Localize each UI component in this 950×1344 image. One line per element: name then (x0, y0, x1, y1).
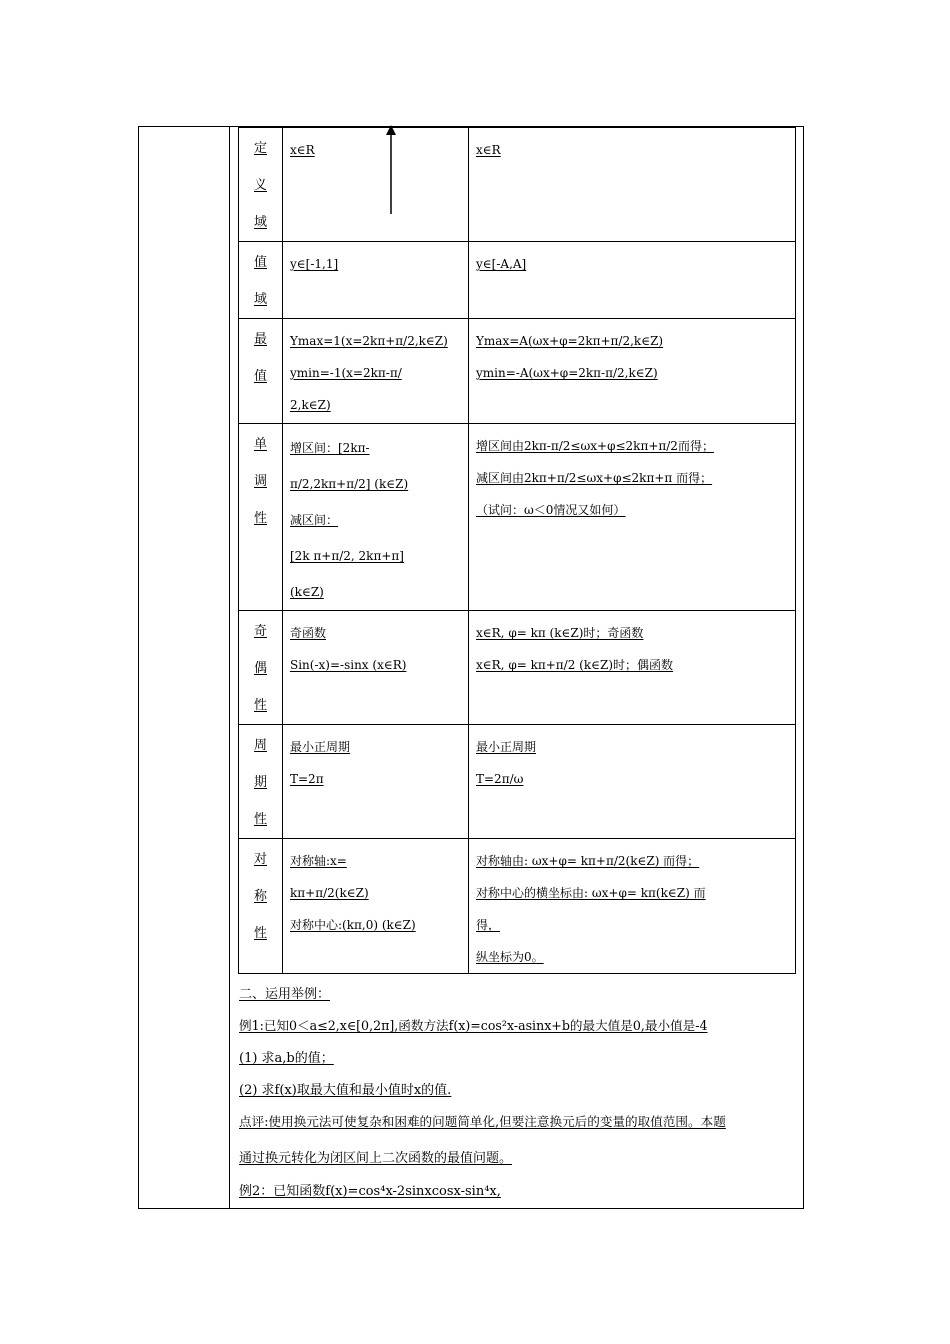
properties-table (238, 127, 796, 974)
comment-line-2: 通过换元转化为闭区间上二次函数的最值问题。 (239, 1151, 513, 1166)
comment-line-1: 点评:使用换元法可使复杂和困难的问题简单化,但要注意换元后的变量的取值范围。本题 (239, 1114, 726, 1129)
row-label: 最 值 (239, 319, 283, 424)
cell-right: Ymax=A(ωx+φ=2kπ+π/2,k∈Z) ymin=-A(ωx+φ=2kπ-π/2,k∈Z) (469, 319, 796, 424)
question-2: (2) 求f(x)取最大值和最小值时x的值. (239, 1083, 452, 1098)
outer-column-divider (229, 126, 230, 1209)
cell-left: 对称轴:x= kπ+π/2(k∈Z) 对称中心:(kπ,0) (k∈Z) (283, 839, 469, 974)
row-label: 周 期 性 (239, 725, 283, 839)
cell-left: 最小正周期 T=2π (283, 725, 469, 839)
cell-right: 对称轴由: ωx+φ= kπ+π/2(k∈Z) 而得； 对称中心的横坐标由: ωx+φ= kπ(k∈Z) 而 得， 纵坐标为0。 (469, 839, 796, 974)
up-arrow-icon (381, 124, 401, 216)
example-1: 例1:已知0＜a≤2,x∈[0,2π],函数方法f(x)=cos²x-asinx+b的最大值是0,最小值是-4 (239, 1018, 708, 1033)
table-row (239, 725, 796, 839)
cell-right: 增区间由2kπ-π/2≤ωx+φ≤2kπ+π/2而得； 减区间由2kπ+π/2≤ωx+φ≤2kπ+π 而得； （试问：ω＜0情况又如何） (469, 424, 796, 611)
table-row (239, 319, 796, 424)
cell-right: x∈R, φ= kπ (k∈Z)时；奇函数 x∈R, φ= kπ+π/2 (k∈Z)时；偶函数 (469, 611, 796, 725)
row-label: 值 域 (239, 242, 283, 319)
table-row (239, 424, 796, 611)
row-label: 对 称 性 (239, 839, 283, 974)
cell-left: 奇函数 Sin(-x)=-sinx (x∈R) (283, 611, 469, 725)
cell-right: y∈[-A,A] (469, 242, 796, 319)
cell-right: 最小正周期 T=2π/ω (469, 725, 796, 839)
row-label: 单 调 性 (239, 424, 283, 611)
row-label: 定 义 域 (239, 128, 283, 242)
cell-right: x∈R (469, 128, 796, 242)
table-row (239, 128, 796, 242)
cell-left: 增区间：[2kπ- π/2,2kπ+π/2] (k∈Z) 减区间： [2k π+π/2, 2kπ+π] (k∈Z) (283, 424, 469, 611)
table-row (239, 242, 796, 319)
table-row (239, 839, 796, 974)
section-heading: 二、运用举例： (239, 987, 331, 1002)
cell-left: Ymax=1(x=2kπ+π/2,k∈Z) ymin=-1(x=2kπ-π/ 2,k∈Z) (283, 319, 469, 424)
row-label: 奇 偶 性 (239, 611, 283, 725)
cell-left: x∈R (283, 128, 469, 242)
cell-left: y∈[-1,1] (283, 242, 469, 319)
table-row (239, 611, 796, 725)
question-1: (1) 求a,b的值； (239, 1051, 334, 1066)
example-2: 例2：已知函数f(x)=cos⁴x-2sinxcosx-sin⁴x, (239, 1184, 501, 1199)
